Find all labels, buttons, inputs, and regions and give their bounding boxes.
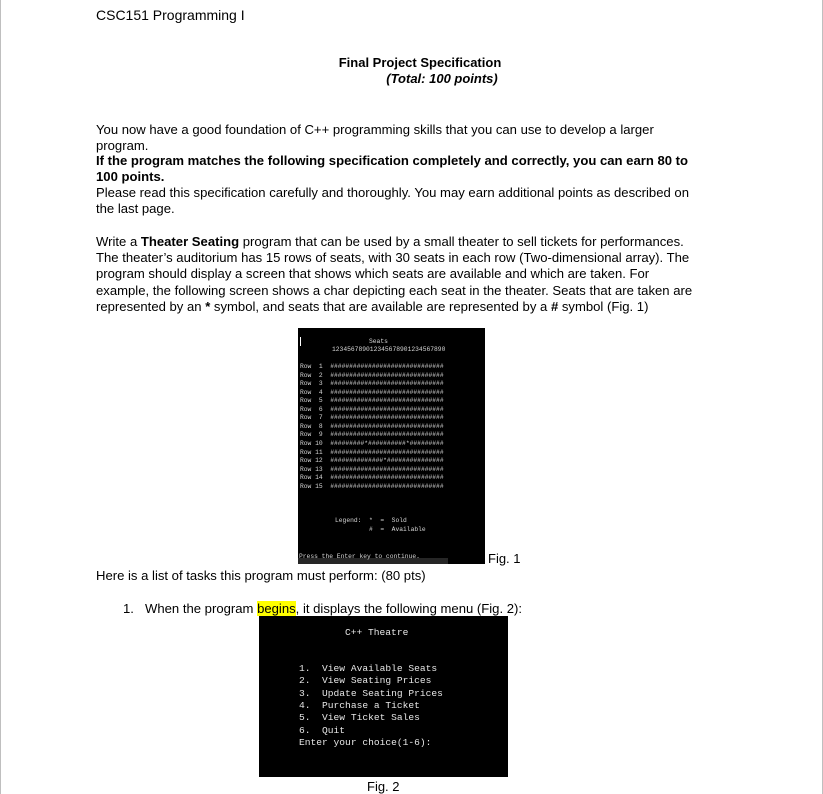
seat-row-seats: ############################## — [330, 474, 444, 482]
page-left-border — [0, 0, 1, 794]
read-line-2: the last page. — [96, 201, 175, 217]
seat-row-seats: ############################## — [330, 422, 444, 430]
seat-row-label: Row 9 — [300, 431, 323, 439]
seat-row — [300, 406, 444, 415]
course-header: CSC151 Programming I — [96, 7, 245, 23]
seat-row-label: Row 5 — [300, 397, 323, 405]
menu-item: 4. Purchase a Ticket — [299, 699, 420, 711]
seat-row-seats: ############################## — [330, 414, 444, 422]
seat-row-seats: ############################## — [330, 431, 444, 439]
seat-row-seats: ############################## — [330, 363, 444, 370]
seat-row-label: Row 7 — [300, 414, 323, 422]
press-enter-text: Press the Enter key to continue. — [299, 553, 420, 560]
points-line-1: If the program matches the following specification completely and correctly, you can earn 80 to — [96, 153, 689, 168]
seat-row-seats: ############################## — [330, 448, 444, 456]
seat-row-seats: ############################## — [330, 465, 444, 473]
seat-row — [300, 431, 444, 440]
menu-title: C++ Theatre — [345, 627, 409, 638]
theater-lead: Write a — [96, 234, 141, 249]
read-paragraph — [96, 185, 716, 217]
intro-line-1: You now have a good foundation of C++ programming skills that you can use to develop a larger — [96, 122, 654, 137]
task-item-text-a: When the program — [145, 601, 258, 616]
line5-c: symbol (Fig. 1) — [558, 298, 649, 314]
seat-row-label: Row 15 — [300, 482, 323, 490]
tasks-intro: Here is a list of tasks this program must perform: (80 pts) — [96, 568, 426, 583]
menu-terminal — [259, 616, 508, 777]
theater-line-4: example, the following screen shows a char depicting each seat in the theater. Seats that are taken are — [96, 282, 693, 298]
seat-row — [300, 449, 444, 458]
seat-row-seats: #########*##########*######### — [330, 439, 444, 447]
seat-row-label: Row 13 — [300, 465, 323, 473]
seat-numbers: 123456789012345678901234567890 — [332, 346, 446, 353]
theater-paragraph — [96, 234, 716, 315]
seat-row — [300, 397, 444, 406]
seat-row — [300, 457, 444, 466]
fig1-caption: Fig. 1 — [488, 551, 521, 566]
theater-line-1-rest: program that can be used by a small theater to sell tickets for performances. — [239, 234, 684, 249]
menu-prompt: Enter your choice(1-6): — [299, 737, 432, 748]
seating-chart-terminal — [298, 328, 485, 564]
spec-title: Final Project Specification — [338, 55, 502, 70]
seat-row — [300, 363, 444, 372]
seat-row-seats: ##############*############### — [330, 457, 444, 465]
seat-row-label: Row 1 — [300, 363, 323, 370]
seat-row-label: Row 4 — [300, 388, 323, 396]
seat-row — [300, 483, 444, 492]
seat-row-label: Row 12 — [300, 457, 323, 465]
fig2-caption: Fig. 2 — [367, 779, 400, 794]
theater-seating-term: Theater Seating — [140, 234, 240, 249]
seat-row — [300, 423, 444, 432]
seats-header: Seats — [369, 338, 388, 345]
points-paragraph — [96, 153, 716, 185]
theater-line-1 — [96, 234, 716, 250]
menu-item: 2. View Seating Prices — [299, 675, 432, 687]
legend-available: # = Available — [335, 526, 426, 533]
intro-line-2: program. — [96, 138, 149, 154]
seat-row-label: Row 10 — [300, 439, 323, 447]
seat-row-seats: ############################## — [330, 397, 444, 405]
seat-row-label: Row 3 — [300, 380, 323, 388]
seat-row — [300, 380, 444, 389]
seat-row-label: Row 8 — [300, 422, 323, 430]
line5-b: symbol, and seats that are available are represented by a — [210, 298, 551, 314]
task-item-number: 1. — [123, 601, 134, 616]
seat-row-seats: ############################## — [330, 388, 444, 396]
seat-row-seats: ############################## — [330, 371, 444, 379]
seat-row — [300, 466, 444, 475]
terminal-cursor — [300, 337, 301, 346]
menu-item: 6. Quit — [299, 724, 346, 736]
hash-symbol: # — [550, 298, 559, 314]
seat-row-label: Row 11 — [300, 448, 323, 456]
seat-row-label: Row 2 — [300, 371, 323, 379]
task-item-text-b: , it displays the following menu (Fig. 2): — [295, 601, 522, 616]
seat-row — [300, 389, 444, 398]
star-symbol: * — [205, 298, 211, 314]
seat-row — [300, 440, 444, 449]
menu-item: 3. Update Seating Prices — [299, 687, 443, 699]
seat-row — [300, 474, 444, 483]
legend-sold: Legend: * = Sold — [335, 517, 407, 524]
task-item-1 — [123, 601, 522, 616]
spec-subtitle: (Total: 100 points) — [386, 71, 498, 86]
highlighted-word: begins — [257, 601, 296, 616]
theater-line-2: The theater’s auditorium has 15 rows of seats, with 30 seats in each row (Two-dimensional array). The — [96, 250, 690, 266]
line5-a: represented by an — [96, 298, 206, 314]
seat-row-seats: ############################## — [330, 405, 444, 413]
seat-row-seats: ############################## — [330, 482, 444, 490]
seat-row — [300, 414, 444, 423]
seat-row-label: Row 14 — [300, 474, 323, 482]
menu-item: 5. View Ticket Sales — [299, 712, 420, 724]
theater-line-5 — [96, 299, 716, 315]
seat-row-label: Row 6 — [300, 405, 323, 413]
seat-row — [300, 372, 444, 381]
read-line-1: Please read this specification carefully and thoroughly. You may earn additional points as described on — [96, 185, 689, 200]
theater-line-3: program should display a screen that shows which seats are available and which are taken. For — [96, 266, 650, 282]
intro-paragraph — [96, 122, 716, 154]
menu-item: 1. View Available Seats — [299, 663, 438, 674]
points-line-2: 100 points. — [96, 169, 165, 185]
seat-row-seats: ############################## — [330, 380, 444, 388]
